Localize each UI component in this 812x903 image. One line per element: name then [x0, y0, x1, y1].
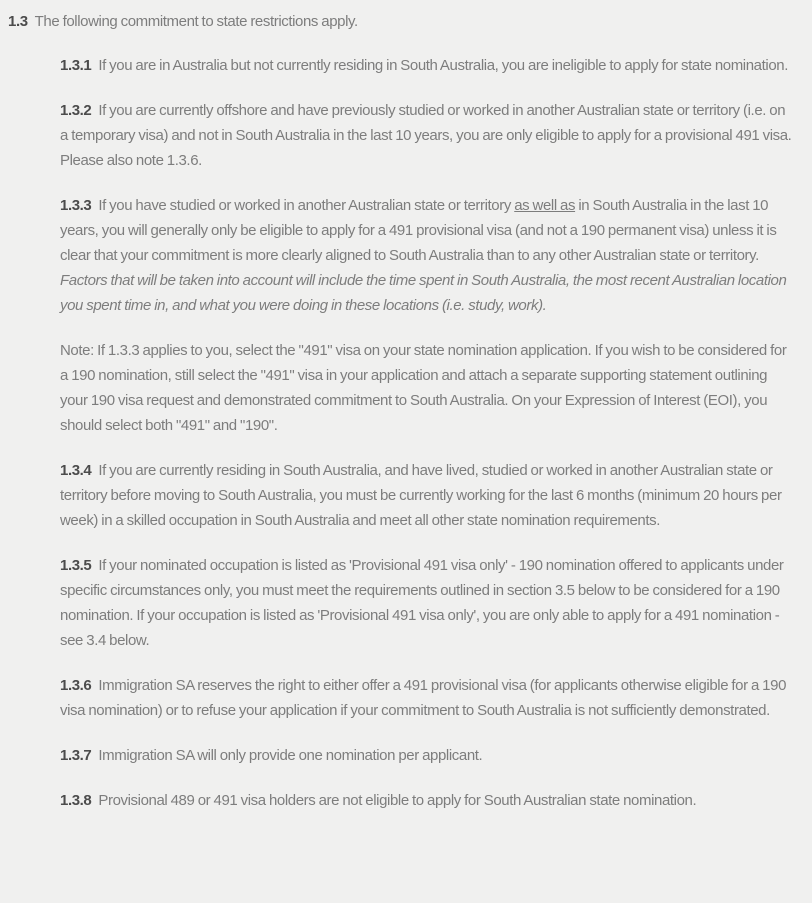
clause-1-3-5-text: If your nominated occupation is listed as 'Provisional 491 visa only' - 190 nomination offered to applicants under specific circumstances only, you must meet the requirements outlined in section 3.5 below to be considered for a 190 nomination. If your occupation is listed as 'Provisional 491 visa only', you are only able to apply for a 491 nomination - see 3.4 below.: [60, 557, 784, 649]
clause-1-3-4-text: If you are currently residing in South Australia, and have lived, studied or worked in another Australian state or territory before moving to South Australia, you must be currently working for the last 6 months (minimum 20 hours per week) in a skilled occupation in South Australia and meet all other state nomination requirements.: [60, 462, 782, 529]
clause-1-3-8-number: 1.3.8: [60, 792, 92, 809]
clause-1-3-5: [60, 553, 793, 653]
clause-1-3-text: The following commitment to state restrictions apply.: [34, 13, 358, 30]
clause-1-3-3-italic-note: Factors that will be taken into account will include the time spent in South Australia, the most recent Australian location you spent time in, and what you were doing in these locations (i.e. study, work).: [60, 272, 787, 314]
clause-1-3-3: [60, 193, 793, 318]
clause-1-3-3-text-before: If you have studied or worked in another Australian state or territory: [98, 197, 515, 214]
clause-1-3-3-text-after: in South Australia in the last 10 years, you will generally only be eligible to apply for a 491 provisional visa (and not a 190 permanent visa) unless it is clear that your commitment is more clearly aligned to South Australia than to any other Australian state or territory.: [60, 197, 777, 264]
clause-1-3-4: [60, 458, 793, 533]
subsections: [60, 53, 793, 813]
clause-1-3-1-number: 1.3.1: [60, 57, 92, 74]
clause-1-3-2-text: If you are currently offshore and have previously studied or worked in another Australian state or territory (i.e. on a temporary visa) and not in South Australia in the last 10 years, you are only eligible to apply for a provisional 491 visa. Please also note 1.3.6.: [60, 102, 792, 169]
clause-1-3-5-number: 1.3.5: [60, 557, 92, 574]
clause-1-3-6-text: Immigration SA reserves the right to either offer a 491 provisional visa (for applicants otherwise eligible for a 190 visa nomination) or to refuse your application if your commitment to South Australia is not sufficiently demonstrated.: [60, 677, 787, 719]
clause-1-3-7: [60, 743, 793, 768]
clause-1-3-4-number: 1.3.4: [60, 462, 92, 479]
clause-1-3-2: [60, 98, 793, 173]
note-paragraph: [60, 338, 793, 438]
clause-1-3-3-underlined-text: as well as: [514, 197, 576, 214]
clause-1-3-1: [60, 53, 793, 78]
note-text: Note: If 1.3.3 applies to you, select the "491" visa on your state nomination application. If you wish to be considered for a 190 nomination, still select the "491" visa in your application and attach a separate supporting statement outlining your 190 visa request and demonstrated commitment to South Australia. On your Expression of Interest (EOI), you should select both "491" and "190".: [60, 342, 787, 434]
clause-1-3: [0, 9, 812, 34]
clause-1-3-8: [60, 788, 793, 813]
clause-1-3-6-number: 1.3.6: [60, 677, 92, 694]
clause-1-3-number: 1.3: [8, 13, 28, 30]
clause-1-3-2-number: 1.3.2: [60, 102, 92, 119]
document: [0, 9, 812, 813]
clause-1-3-1-text: If you are in Australia but not currently residing in South Australia, you are ineligible to apply for state nomination.: [98, 57, 788, 74]
clause-1-3-6: [60, 673, 793, 723]
clause-1-3-7-number: 1.3.7: [60, 747, 92, 764]
clause-1-3-8-text: Provisional 489 or 491 visa holders are not eligible to apply for South Australian state nomination.: [98, 792, 697, 809]
clause-1-3-7-text: Immigration SA will only provide one nomination per applicant.: [98, 747, 483, 764]
clause-1-3-3-number: 1.3.3: [60, 197, 92, 214]
